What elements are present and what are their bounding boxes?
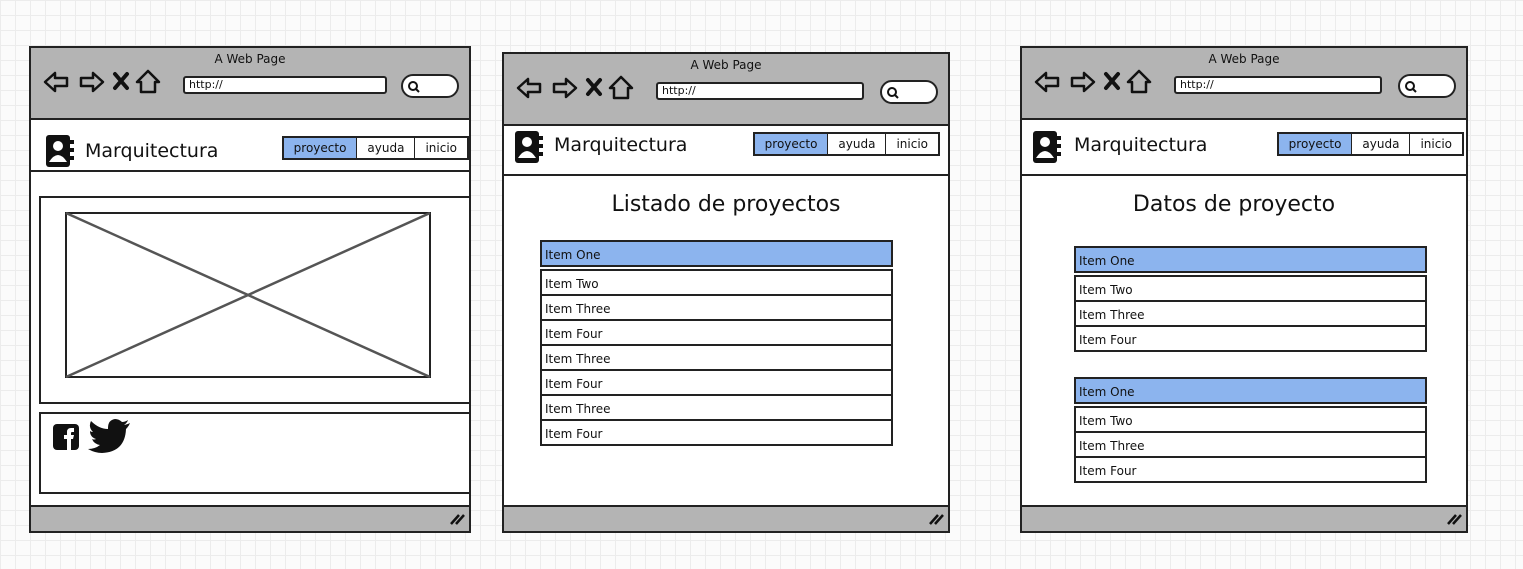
search-field[interactable] [1398, 74, 1456, 98]
brand-name: Marquitectura [1074, 134, 1208, 156]
list-item[interactable]: Item Three [1074, 431, 1427, 458]
list-item[interactable]: Item One [540, 240, 893, 267]
list-item[interactable]: Item Three [540, 344, 893, 371]
list-item[interactable]: Item Three [540, 294, 893, 321]
browser-window-home [29, 46, 471, 533]
address-book-logo-icon [1032, 130, 1062, 164]
nav-icons [1034, 68, 1164, 96]
list-item[interactable]: Item Four [1074, 456, 1427, 483]
address-book-logo-icon [514, 130, 544, 164]
image-placeholder-icon [65, 212, 431, 378]
nav-icons [516, 74, 646, 102]
search-icon [1404, 80, 1418, 94]
list-item[interactable]: Item One [1074, 377, 1427, 404]
forward-arrow-icon[interactable] [81, 73, 103, 91]
tab-proyecto[interactable]: proyecto [1279, 134, 1352, 154]
search-icon [407, 80, 421, 94]
list-item[interactable]: Item Three [1074, 300, 1427, 327]
browser-toolbar [1022, 48, 1466, 120]
list-item[interactable]: Item Two [1074, 406, 1427, 433]
address-book-logo-icon [45, 134, 75, 168]
url-field[interactable]: http:// [1174, 76, 1382, 94]
url-field[interactable]: http:// [183, 76, 387, 94]
window-title: A Web Page [214, 52, 286, 66]
search-icon [886, 86, 900, 100]
page-title: Datos de proyecto [1132, 192, 1336, 217]
home-icon[interactable] [610, 77, 632, 98]
resize-grip-icon[interactable] [449, 513, 465, 525]
tab-ayuda[interactable]: ayuda [1351, 134, 1409, 154]
back-arrow-icon[interactable] [45, 73, 67, 91]
nav-icons [43, 68, 173, 96]
home-icon[interactable] [137, 71, 159, 92]
project-list [540, 240, 893, 446]
nav-tabs [1277, 132, 1464, 156]
tab-proyecto[interactable]: proyecto [755, 134, 828, 154]
site-header [1022, 118, 1466, 176]
stop-icon[interactable] [115, 74, 127, 88]
list-item[interactable]: Item Two [1074, 275, 1427, 302]
forward-arrow-icon[interactable] [554, 79, 576, 97]
hero-section [39, 196, 471, 404]
twitter-icon[interactable] [87, 418, 131, 454]
search-field[interactable] [401, 74, 459, 98]
brand-name: Marquitectura [554, 134, 688, 156]
list-item[interactable]: Item Four [540, 419, 893, 446]
status-bar [504, 505, 948, 531]
footer-section [39, 412, 471, 494]
back-arrow-icon[interactable] [518, 79, 540, 97]
list-item[interactable]: Item Three [540, 394, 893, 421]
browser-toolbar [504, 54, 948, 126]
facebook-icon[interactable] [53, 424, 79, 450]
tab-ayuda[interactable]: ayuda [827, 134, 885, 154]
brand-name: Marquitectura [85, 140, 219, 162]
tab-ayuda[interactable]: ayuda [356, 138, 414, 158]
search-field[interactable] [880, 80, 938, 104]
list-item[interactable]: Item Four [540, 369, 893, 396]
site-header [31, 118, 469, 172]
resize-grip-icon[interactable] [928, 513, 944, 525]
tab-proyecto[interactable]: proyecto [284, 138, 357, 158]
stop-icon[interactable] [1106, 74, 1118, 88]
list-item[interactable]: Item Two [540, 269, 893, 296]
list-item[interactable]: Item One [1074, 246, 1427, 273]
browser-toolbar [31, 48, 469, 120]
list-item[interactable]: Item Four [540, 319, 893, 346]
site-header [504, 124, 948, 176]
list-item[interactable]: Item Four [1074, 325, 1427, 352]
resize-grip-icon[interactable] [1446, 513, 1462, 525]
page-title: Listado de proyectos [611, 192, 841, 217]
detail-list-a [1074, 246, 1427, 352]
stop-icon[interactable] [588, 80, 600, 94]
home-icon[interactable] [1128, 71, 1150, 92]
nav-tabs [753, 132, 940, 156]
tab-inicio[interactable]: inicio [1409, 134, 1462, 154]
browser-window-project-detail [1020, 46, 1468, 533]
back-arrow-icon[interactable] [1036, 73, 1058, 91]
tab-inicio[interactable]: inicio [885, 134, 938, 154]
nav-tabs [282, 136, 469, 160]
window-title: A Web Page [690, 58, 762, 72]
url-field[interactable]: http:// [656, 82, 864, 100]
forward-arrow-icon[interactable] [1072, 73, 1094, 91]
status-bar [31, 505, 469, 531]
browser-window-project-list [502, 52, 950, 533]
detail-list-b [1074, 377, 1427, 483]
tab-inicio[interactable]: inicio [414, 138, 467, 158]
window-title: A Web Page [1208, 52, 1280, 66]
status-bar [1022, 505, 1466, 531]
